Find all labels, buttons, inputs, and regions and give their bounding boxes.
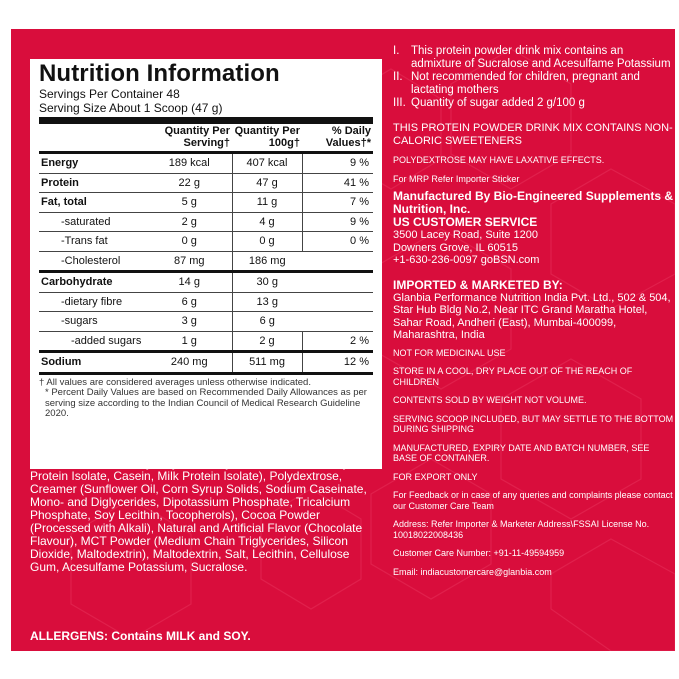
header-per-serving: Quantity Per Serving† xyxy=(164,125,230,149)
nutrition-row xyxy=(39,331,373,352)
address-line-2: Downers Grove, IL 60515 xyxy=(393,241,518,254)
note-text: Not recommended for children, pregnant and lactating mothers xyxy=(411,71,640,96)
nutrition-row xyxy=(39,272,373,293)
nutrient-daily-value xyxy=(302,272,373,293)
nutrient-per-100g: 407 kcal xyxy=(232,153,302,174)
note-item xyxy=(393,71,675,97)
nutrient-daily-value xyxy=(302,292,373,312)
nutrient-per-100g: 511 mg xyxy=(232,352,302,372)
nutrition-row xyxy=(39,153,373,174)
importer-label: IMPORTED & MARKETED BY: xyxy=(393,277,563,292)
nutrition-row xyxy=(39,173,373,193)
nutrition-row xyxy=(39,232,373,252)
phone-website: +1-630-236-0097 goBSN.com xyxy=(393,254,540,266)
nutrient-per-100g: 2 g xyxy=(232,331,302,352)
nutrient-per-100g: 30 g xyxy=(232,272,302,293)
footnote-averages: † All values are considered averages unless otherwise indicated. xyxy=(39,376,311,388)
nutrient-name: Sodium xyxy=(39,352,147,372)
nutrient-per-serving: 2 g xyxy=(147,212,232,232)
nutrient-name: Protein xyxy=(39,173,147,193)
nutrient-name: -saturated xyxy=(39,212,147,232)
scoop-note: SERVING SCOOP INCLUDED, BUT MAY SETTLE TO THE BOTTOM DURING SHIPPING xyxy=(393,413,674,434)
nutrient-daily-value xyxy=(302,251,373,272)
nutrient-per-serving: 0 g xyxy=(147,232,232,252)
header-daily-value: % Daily Values†* xyxy=(325,125,371,149)
nutrient-per-serving: 3 g xyxy=(147,312,232,332)
note-number: III. xyxy=(393,97,406,109)
nutrition-table xyxy=(39,124,373,372)
serving-size: Serving Size About 1 Scoop (47 g) xyxy=(39,101,223,115)
address-line-1: 3500 Lacey Road, Suite 1200 xyxy=(393,229,538,241)
nutrition-header-row xyxy=(39,124,373,153)
weight-note: CONTENTS SOLD BY WEIGHT NOT VOLUME. xyxy=(393,395,587,405)
nutrient-per-serving: 22 g xyxy=(147,173,232,193)
batch-note: MANUFACTURED, EXPIRY DATE AND BATCH NUMBER, SEE BASE OF CONTAINER. xyxy=(393,442,650,463)
nutrient-per-serving: 240 mg xyxy=(147,352,232,372)
nutrient-daily-value: 7 % xyxy=(302,193,373,213)
nutrition-footnotes xyxy=(39,372,373,420)
header-per-100g: Quantity Per 100g† xyxy=(234,125,300,149)
nutrient-daily-value: 9 % xyxy=(302,153,373,174)
importer-address: Glanbia Performance Nutrition India Pvt. Ltd., 502 & 504, Star Hub Bldg No.2, Near ITC Grand Maratha Hotel, Sahar Road, Andheri (East), Mumbai-400099, Maharashtra, India xyxy=(393,291,671,341)
footnote-daily-values: * Percent Daily Values are based on Recommended Daily Allowances as per serving size according to the Indian Council of Medical Research Guideline 2020. xyxy=(45,387,367,419)
nutrient-daily-value: 41 % xyxy=(302,173,373,193)
nutrient-per-serving: 189 kcal xyxy=(147,153,232,174)
nutrition-row xyxy=(39,292,373,312)
nutrition-row xyxy=(39,251,373,272)
nutrient-per-100g: 4 g xyxy=(232,212,302,232)
feedback-note: For Feedback or in case of any queries and complaints please contact our Customer Care Team xyxy=(393,490,673,511)
note-item xyxy=(393,97,675,110)
nutrition-row xyxy=(39,352,373,372)
fssai-address: Address: Refer Importer & Marketer Address\FSSAI License No. 10018022008436 xyxy=(393,519,650,540)
us-customer-service: US CUSTOMER SERVICE xyxy=(393,215,538,229)
nutrition-title: Nutrition Information xyxy=(39,60,280,87)
not-medicinal: NOT FOR MEDICINAL USE xyxy=(393,347,506,358)
nutrient-per-100g: 6 g xyxy=(232,312,302,332)
nutrient-name: Carbohydrate xyxy=(39,272,147,293)
nutrient-daily-value: 9 % xyxy=(302,212,373,232)
nutrient-name: Energy xyxy=(39,153,147,174)
nutrient-per-100g: 13 g xyxy=(232,292,302,312)
right-info-column xyxy=(393,45,675,577)
ingredients-block xyxy=(30,444,382,574)
note-text: Quantity of sugar added 2 g/100 g xyxy=(411,97,585,109)
nutrient-per-serving: 1 g xyxy=(147,331,232,352)
nutrient-daily-value: 12 % xyxy=(302,352,373,372)
allergens-statement: ALLERGENS: Contains MILK and SOY. xyxy=(30,629,251,643)
nutrient-name: Fat, total xyxy=(39,193,147,213)
customer-care-email: Email: indiacustomercare@glanbia.com xyxy=(393,566,552,577)
nutrient-per-100g: 47 g xyxy=(232,173,302,193)
nutrient-per-serving: 87 mg xyxy=(147,251,232,272)
mrp-note: For MRP Refer Importer Sticker xyxy=(393,173,520,184)
note-text: This protein powder drink mix contains an admixture of Sucralose and Acesulfame Potassium xyxy=(411,45,671,70)
note-item xyxy=(393,45,675,71)
nutrient-per-100g: 0 g xyxy=(232,232,302,252)
ingredients-label: INGREDIENTS: xyxy=(30,443,117,457)
nutrient-per-100g: 11 g xyxy=(232,193,302,213)
nutrient-daily-value xyxy=(302,312,373,332)
label-background xyxy=(11,29,675,651)
sweetener-warning: THIS PROTEIN POWDER DRINK MIX CONTAINS NON-CALORIC SWEETENERS xyxy=(393,122,673,147)
nutrient-per-serving: 14 g xyxy=(147,272,232,293)
nutrition-row xyxy=(39,193,373,213)
nutrition-panel xyxy=(30,59,382,469)
nutrient-daily-value: 0 % xyxy=(302,232,373,252)
customer-care-number: Customer Care Number: +91-11-49594959 xyxy=(393,548,565,558)
nutrient-per-serving: 6 g xyxy=(147,292,232,312)
nutrient-name: -dietary fibre xyxy=(39,292,147,312)
export-note: FOR EXPORT ONLY xyxy=(393,471,478,482)
note-number: II. xyxy=(393,71,403,83)
nutrient-per-serving: 5 g xyxy=(147,193,232,213)
manufacturer: Manufactured By Bio-Engineered Supplements & Nutrition, Inc. xyxy=(393,189,674,216)
nutrient-per-100g: 186 mg xyxy=(232,251,302,272)
nutrient-name: -added sugars xyxy=(39,331,147,352)
nutrition-row xyxy=(39,312,373,332)
nutrient-daily-value: 2 % xyxy=(302,331,373,352)
nutrient-name: -sugars xyxy=(39,312,147,332)
nutrient-name: -Trans fat xyxy=(39,232,147,252)
nutrient-name: -Cholesterol xyxy=(39,251,147,272)
note-number: I. xyxy=(393,45,400,57)
nutrition-divider-bar xyxy=(39,117,373,124)
ingredients-text: Protein Matrix (60%) (Whey Protein Concentrate, Calcium Caseinate, Hydrolyzed Whey Protein Isolate, Whey Protein Isolate, Casein, Milk Protein Isolate), Polydextrose, Creamer (Sunflower Oil, Corn Syrup Solids, Sodium Caseinate, Mono- and Diglycerides, Dipotassium Phosphate, Tricalcium Phosphate, Soy Lecithin, Tocopherols), Cocoa Powder (Processed with Alkali), Natural and Artificial Flavor (Chocolate Flavour), MCT Powder (Medium Chain Triglycerides, Silicon Dioxide, Maltodextrin), Maltodextrin, Salt, Lecithin, Cellulose Gum, Acesulfame Potassium, Sucralose. xyxy=(30,443,381,574)
nutrition-row xyxy=(39,212,373,232)
laxative-warning: POLYDEXTROSE MAY HAVE LAXATIVE EFFECTS. xyxy=(393,155,605,165)
storage-instructions: STORE IN A COOL, DRY PLACE OUT OF THE REACH OF CHILDREN xyxy=(393,366,633,387)
servings-per-container: Servings Per Container 48 xyxy=(39,87,180,101)
